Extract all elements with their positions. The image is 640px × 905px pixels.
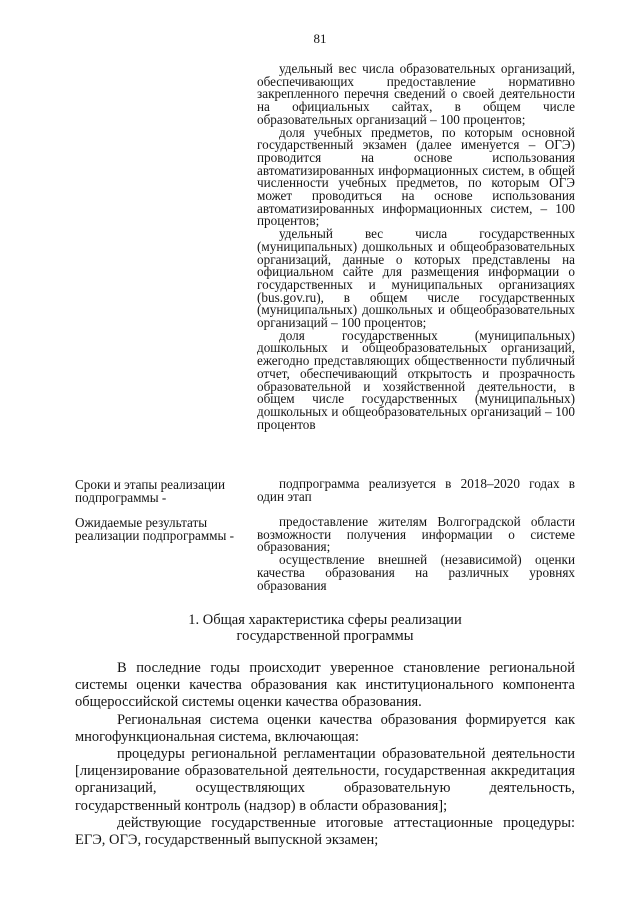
body-paragraph: В последние годы происходит уверенное становление региональной системы оценки качества образования как институционального компонента общероссийской системы оценки качества образования. <box>75 660 575 711</box>
body-paragraph: процедуры региональной регламентации образовательной деятельности [лицензирование образовательной деятельности, государственная аккредитация организаций, осуществляющих образовательную деятельность, государственный контроль (надзор) в области образования]; <box>75 746 575 814</box>
results-label: Ожидаемые результаты реализации подпрограммы - <box>75 515 235 543</box>
body-paragraph: действующие государственные итоговые аттестационные процедуры: ЕГЭ, ОГЭ, государственный выпускной экзамен; <box>75 814 575 849</box>
section-heading <box>75 612 575 644</box>
indicator-paragraph: удельный вес числа образовательных организаций, обеспечивающих предоставление нормативно закрепленного перечня сведений о своей деятельности на официальных сайтах, в общем числе образовательных организаций – 100 процентов; <box>257 61 575 127</box>
terms-label: Сроки и этапы реализации подпрограммы - <box>75 477 226 505</box>
section-heading-line: государственной программы <box>236 628 414 644</box>
section-heading-line: 1. Общая характеристика сферы реализации <box>188 612 462 628</box>
body-paragraph: Региональная система оценки качества образования формируется как многофункциональная система, включающая: <box>75 711 575 745</box>
result-item: осуществление внешней (независимой) оценки качества образования на различных уровнях образования <box>257 552 575 593</box>
terms-value <box>257 478 575 503</box>
indicators-block <box>257 63 575 431</box>
body-text <box>75 660 575 849</box>
page-number: 81 <box>313 31 327 46</box>
results-value <box>257 516 575 592</box>
result-item: предоставление жителям Волгоградской области возможности получения информации о системе образования; <box>257 514 575 555</box>
terms-value-text: подпрограмма реализуется в 2018–2020 годах в один этап <box>257 476 575 504</box>
indicator-paragraph: доля государственных (муниципальных) дошкольных и общеобразовательных организаций, ежегодно представляющих общественности публичный отчет, обеспечивающий открытость и прозрачность образовательной и хозяйственной деятельности, в общем числе государственных (муниципальных) дошкольных и общеобразовательных организаций – 100 процентов <box>257 327 575 432</box>
indicator-paragraph: доля учебных предметов, по которым основной государственный экзамен (далее именуется – ОГЭ) проводится на основе использования автоматизированных информационных систем, в общей численности учебных предметов, по которым ОГЭ может проводиться на основе использования автоматизированных информационных систем, – 100 процентов; <box>257 124 575 229</box>
indicator-paragraph: удельный вес числа государственных (муниципальных) дошкольных и общеобразовательных организаций, данные о которых представлены на официальном сайте для размещения информации о государственных и муниципальных организациях (bus.gov.ru), в общем числе государственных (муниципальных) дошкольных и общеобразовательных организаций – 100 процентов; <box>257 226 575 331</box>
